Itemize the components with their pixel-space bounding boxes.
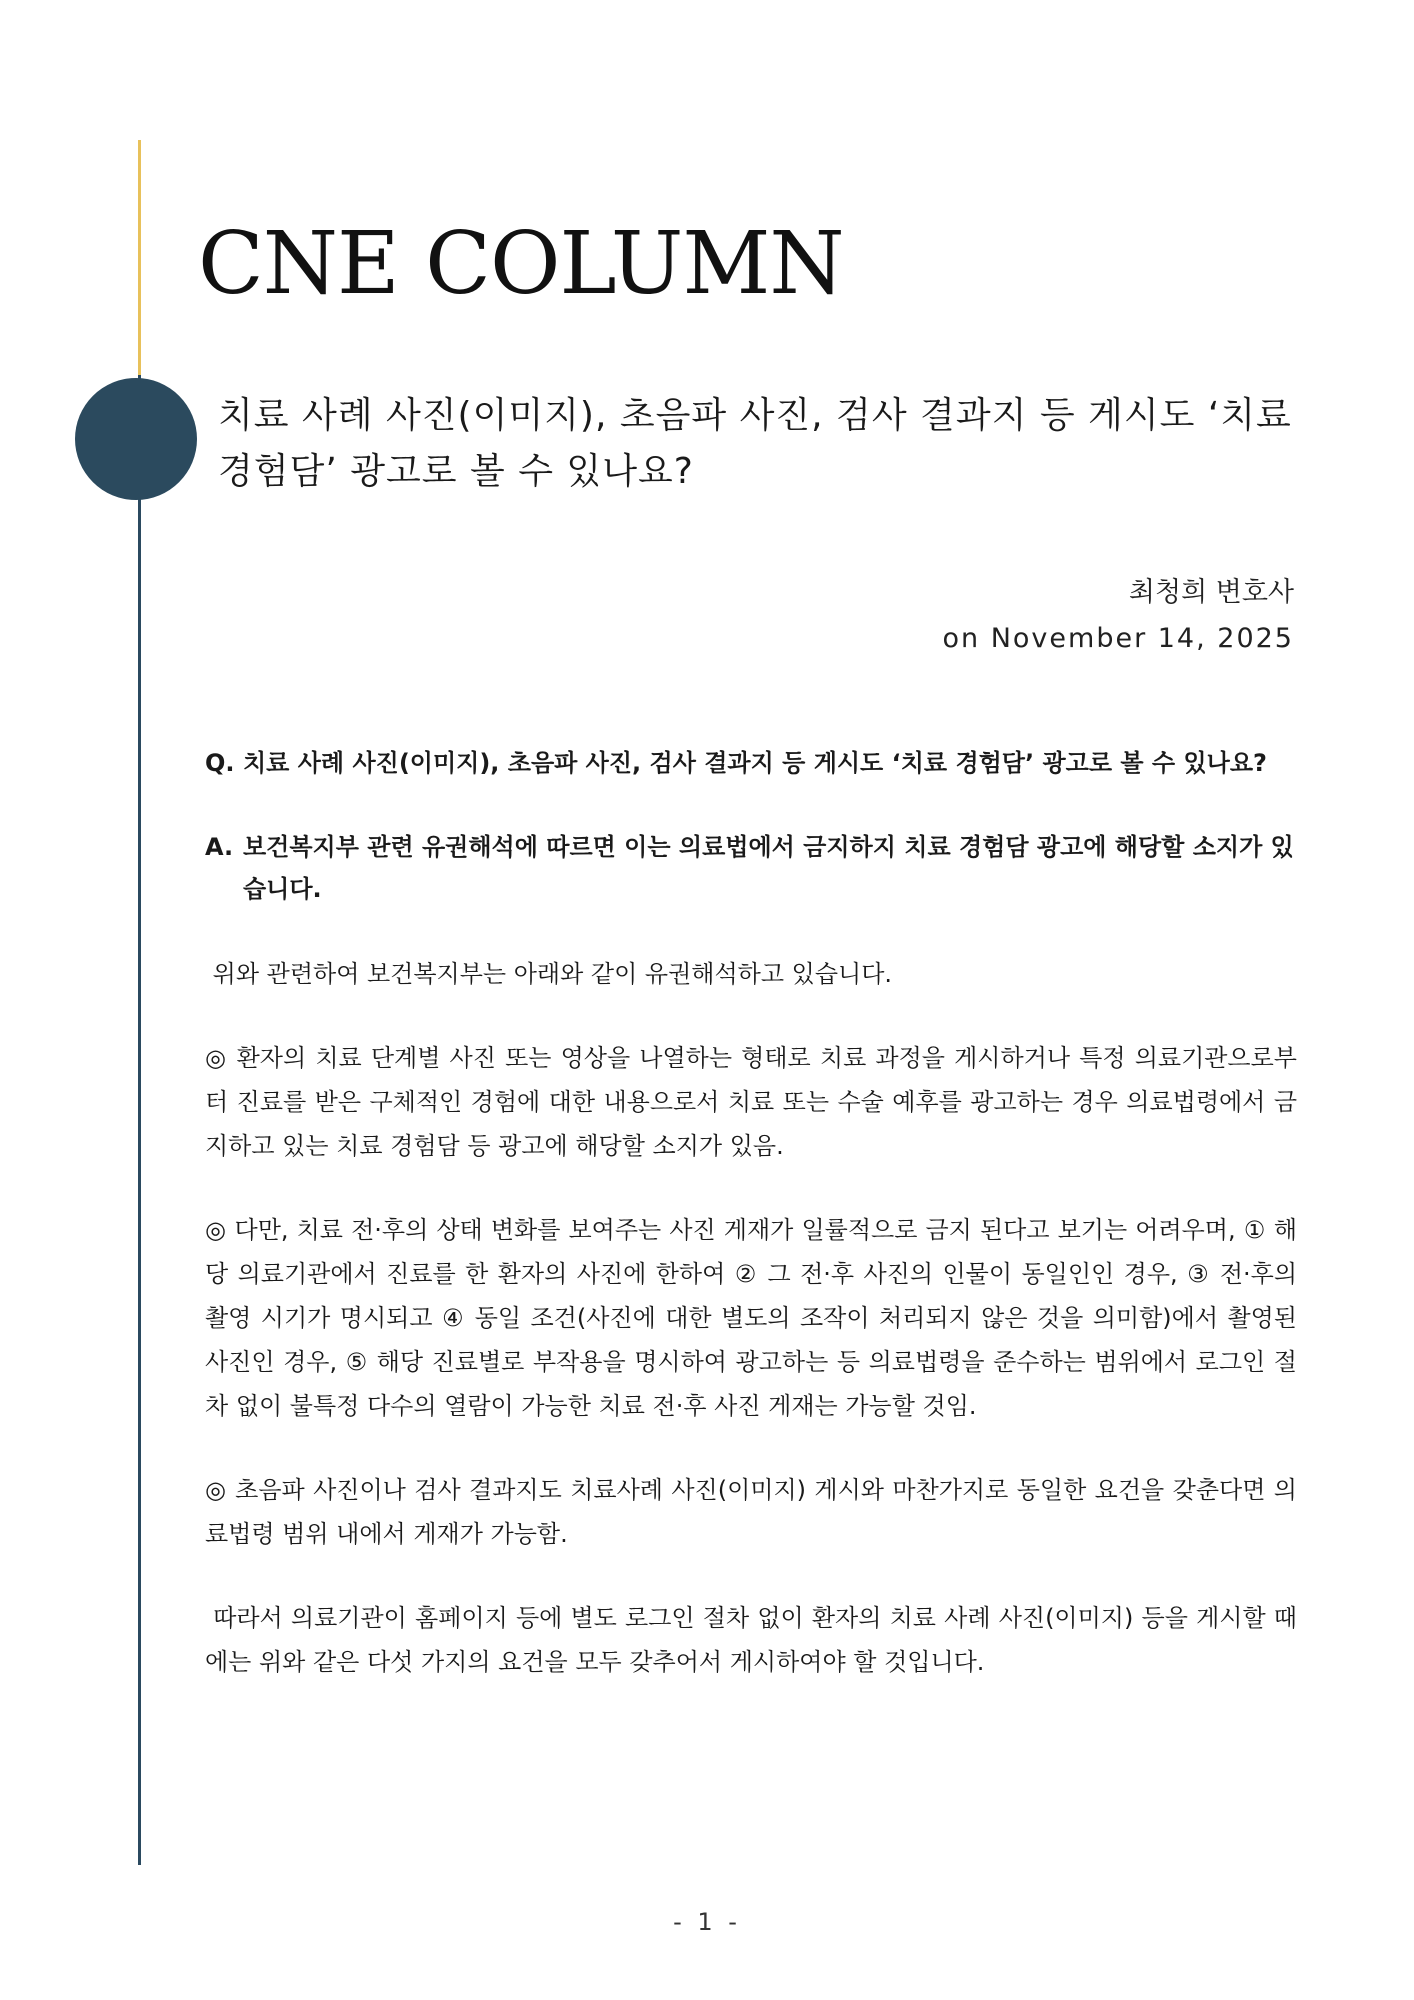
page-title: CNE COLUMN [198,214,844,314]
byline [943,570,1295,662]
timeline-rail-navy [138,375,141,1865]
intro-paragraph: 위와 관련하여 보건복지부는 아래와 같이 유권해석하고 있습니다. [205,960,893,988]
question-mark-label: Q. [205,749,235,777]
author-name: 최청희 변호사 [1128,577,1294,608]
answer-mark-label: A. [205,833,234,861]
timeline-rail-gold [138,140,141,375]
question-block [205,742,1297,784]
question-text: 치료 사례 사진(이미지), 초음파 사진, 검사 결과지 등 게시도 ‘치료 경험담’ 광고로 볼 수 있나요? [243,749,1267,777]
answer-text: 보건복지부 관련 유권해석에 따르면 이는 의료법에서 금지하지 치료 경험담 광고에 해당할 소지가 있습니다. [243,833,1294,903]
column-subtitle: 치료 사례 사진(이미지), 초음파 사진, 검사 결과지 등 게시도 ‘치료 경험담’ 광고로 볼 수 있나요? [218,395,1292,492]
interpretation-paragraph-1: ◎ 환자의 치료 단계별 사진 또는 영상을 나열하는 형태로 치료 과정을 게시하거나 특정 의료기관으로부터 진료를 받은 구체적인 경험에 대한 내용으로서 치료 또는 수술 예후를 광고하는 경우 의료법령에서 금지하고 있는 치료 경험담 등 광고에 해당할 소지가 있음. [205,1044,1297,1160]
article-body [205,742,1305,1724]
interpretation-paragraph-2: ◎ 다만, 치료 전·후의 상태 변화를 보여주는 사진 게재가 일률적으로 금지 된다고 보기는 어려우며, ① 해당 의료기관에서 진료를 한 환자의 사진에 한하여 ② 그 전·후 사진의 인물이 동일인인 경우, ③ 전·후의 촬영 시기가 명시되고 ④ 동일 조건(사진에 대한 별도의 조작이 처리되지 않은 것을 의미함)에서 촬영된 사진인 경우, ⑤ 해당 진료별로 부작용을 명시하여 광고하는 등 의료법령을 준수하는 범위에서 로그인 절차 없이 불특정 다수의 열람이 가능한 치료 전·후 사진 게재는 가능할 것임. [205,1216,1305,1420]
page-number: - 1 - [673,1908,741,1936]
decorative-circle [75,378,197,500]
answer-block [205,826,1297,910]
publish-date: on November 14, 2025 [942,623,1294,654]
interpretation-paragraph-3: ◎ 초음파 사진이나 검사 결과지도 치료사례 사진(이미지) 게시와 마찬가지로 동일한 요건을 갖춘다면 의료법령 범위 내에서 게재가 가능함. [205,1476,1297,1548]
conclusion-paragraph: 따라서 의료기관이 홈페이지 등에 별도 로그인 절차 없이 환자의 치료 사례 사진(이미지) 등을 게시할 때에는 위와 같은 다섯 가지의 요건을 모두 갖추어서 게시하여야 할 것입니다. [205,1604,1297,1676]
